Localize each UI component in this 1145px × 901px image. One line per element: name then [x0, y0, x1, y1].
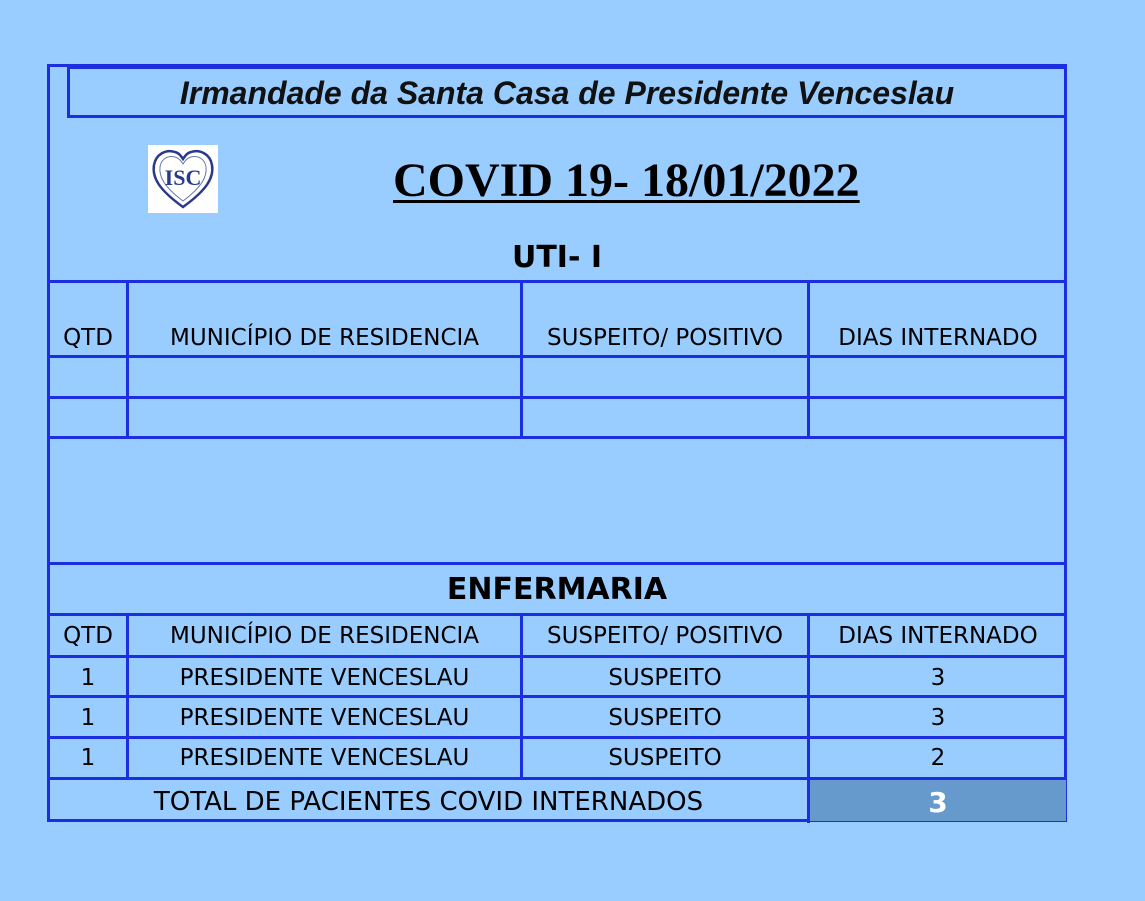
divider [47, 613, 1067, 616]
institution-title: Irmandade da Santa Casa de Presidente Venceslau [179, 75, 955, 111]
enf-row-1-status: SUSPEITO [608, 665, 722, 691]
report-title: COVID 19- 18/01/2022 [393, 154, 860, 207]
divider [47, 695, 1067, 698]
divider [47, 655, 1067, 658]
enf-row-2-qtd: 1 [80, 705, 96, 731]
uti-section-title: UTI- I [511, 240, 603, 275]
divider [126, 280, 129, 439]
uti-header-municipio: MUNICÍPIO DE RESIDENCIA [169, 325, 480, 351]
enf-row-3-dias: 2 [930, 745, 946, 771]
divider [47, 436, 1067, 439]
enf-header-qtd: QTD [63, 623, 113, 649]
enfermaria-section-title: ENFERMARIA [446, 572, 668, 607]
enf-header-dias: DIAS INTERNADO [838, 623, 1038, 649]
heart-logo-icon [148, 145, 218, 213]
enf-row-2-status: SUSPEITO [608, 705, 722, 731]
divider [47, 355, 1067, 358]
divider [520, 280, 523, 439]
enf-row-2-dias: 3 [930, 705, 946, 731]
enf-row-1-dias: 3 [930, 665, 946, 691]
enf-row-2-municipio: PRESIDENTE VENCESLAU [179, 705, 470, 731]
total-value: 3 [928, 786, 948, 819]
isc-logo [148, 145, 218, 213]
divider [807, 280, 810, 439]
uti-header-dias: DIAS INTERNADO [838, 325, 1038, 351]
divider [47, 396, 1067, 399]
enf-header-status: SUSPEITO/ POSITIVO [546, 623, 784, 649]
divider [47, 562, 1067, 565]
institution-banner [67, 66, 1067, 118]
enf-header-municipio: MUNICÍPIO DE RESIDENCIA [169, 623, 480, 649]
enf-row-3-status: SUSPEITO [608, 745, 722, 771]
uti-header-status: SUSPEITO/ POSITIVO [546, 325, 784, 351]
uti-header-qtd: QTD [63, 325, 113, 351]
divider [47, 736, 1067, 739]
divider [47, 280, 1067, 283]
logo-text: ISC [164, 165, 202, 190]
total-label: TOTAL DE PACIENTES COVID INTERNADOS [153, 787, 704, 817]
enf-row-3-municipio: PRESIDENTE VENCESLAU [179, 745, 470, 771]
enf-row-1-municipio: PRESIDENTE VENCESLAU [179, 665, 470, 691]
enf-row-1-qtd: 1 [80, 665, 96, 691]
enf-row-3-qtd: 1 [80, 745, 96, 771]
